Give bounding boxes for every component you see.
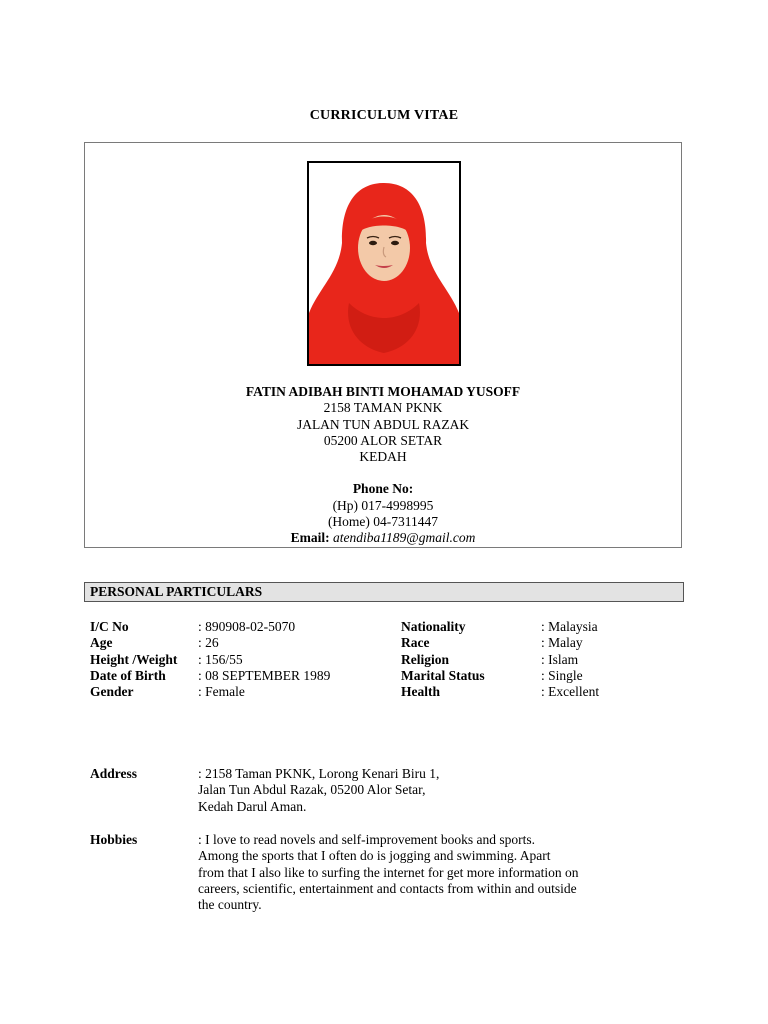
- header-box: [84, 142, 682, 548]
- document-title: CURRICULUM VITAE: [309, 108, 459, 123]
- info-row: [90, 619, 330, 635]
- info-label: Religion: [401, 651, 450, 667]
- info-row: [90, 668, 330, 684]
- info-value: : Malaysia: [541, 619, 598, 634]
- personal-right-column: [401, 619, 599, 700]
- info-label: Race: [401, 635, 430, 651]
- info-label: Age: [90, 635, 113, 651]
- info-value: : Excellent: [541, 684, 600, 700]
- hobbies-value: : I love to read novels and self-improvement books and sports. Among the sports that I often do is jogging and swimming. Apart from that I also like to surfing the internet for get more information on careers, scientific, entertainment and contacts from within and outside the country.: [198, 832, 579, 913]
- info-label: Marital Status: [401, 667, 485, 683]
- address-value: : 2158 Taman PKNK, Lorong Kenari Biru 1, Jalan Tun Abdul Razak, 05200 Alor Setar, Kedah Darul Aman.: [198, 766, 440, 814]
- personal-left-column: [90, 619, 330, 700]
- info-label: Nationality: [401, 619, 466, 634]
- info-row: [401, 652, 599, 668]
- info-value: : 26: [198, 635, 219, 651]
- info-value: : 890908-02-5070: [198, 619, 296, 634]
- phone-hp: (Hp) 017-4998995: [332, 497, 434, 513]
- info-label: Health: [401, 684, 440, 700]
- info-value: : Malay: [541, 635, 583, 651]
- info-value: : Islam: [541, 651, 579, 667]
- address-label: Address: [90, 766, 138, 781]
- hobbies-block: [90, 832, 579, 913]
- address-line: JALAN TUN ABDUL RAZAK: [296, 416, 470, 432]
- info-value: : Single: [541, 667, 583, 683]
- contact-block: [85, 384, 681, 547]
- info-row: [401, 619, 599, 635]
- address-line: 2158 TAMAN PKNK: [323, 400, 443, 416]
- portrait-image: [309, 163, 459, 364]
- address-line: KEDAH: [359, 449, 407, 465]
- phone-home: (Home) 04-7311447: [327, 514, 439, 530]
- info-value: : 08 SEPTEMBER 1989: [198, 667, 331, 683]
- info-label: Height /Weight: [90, 651, 178, 667]
- info-row: [90, 684, 330, 700]
- address-block: [90, 766, 439, 815]
- email-link[interactable]: atendiba1189@gmail.com: [333, 530, 476, 546]
- info-value: : 156/55: [198, 651, 243, 667]
- address-line: 05200 ALOR SETAR: [323, 432, 443, 448]
- section-header-personal: PERSONAL PARTICULARS: [84, 582, 684, 602]
- info-label: Gender: [90, 684, 134, 700]
- phone-label: Phone No:: [352, 481, 414, 497]
- profile-photo: [307, 161, 461, 366]
- info-row: [90, 652, 330, 668]
- info-label: I/C No: [90, 619, 129, 634]
- info-row: [401, 684, 599, 700]
- info-label: Date of Birth: [90, 667, 166, 683]
- info-value: : Female: [198, 684, 245, 700]
- email-label: Email:: [290, 530, 330, 546]
- hobbies-label: Hobbies: [90, 832, 138, 847]
- applicant-name: FATIN ADIBAH BINTI MOHAMAD YUSOFF: [245, 384, 521, 399]
- email-row: [85, 530, 681, 546]
- info-row: [90, 635, 330, 651]
- info-row: [401, 668, 599, 684]
- info-row: [401, 635, 599, 651]
